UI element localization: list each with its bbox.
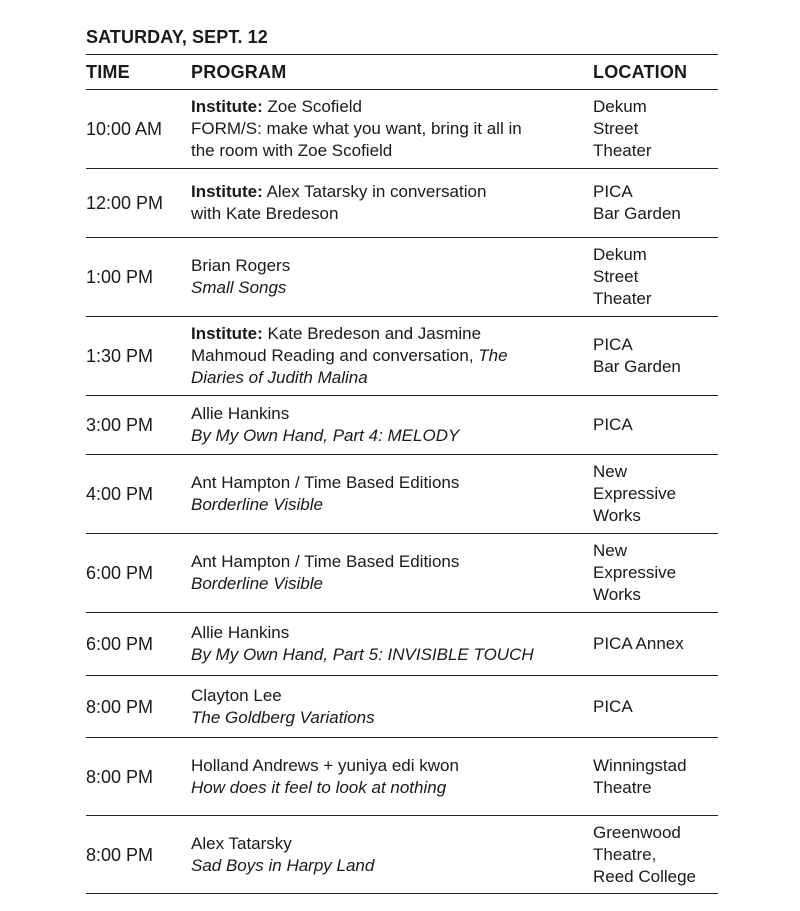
location-line: New — [593, 462, 628, 481]
location-line: Street — [593, 267, 639, 286]
row-location — [593, 540, 718, 606]
row-program — [191, 255, 593, 299]
location-line: Works — [593, 506, 641, 525]
program-text: Allie Hankins — [191, 404, 290, 423]
table-row — [86, 676, 718, 738]
location-line: Expressive — [593, 563, 677, 582]
work-title: Borderline Visible — [191, 495, 323, 514]
program-line — [191, 140, 593, 162]
program-text: Ant Hampton / Time Based Editions — [191, 552, 460, 571]
location-line: Works — [593, 585, 641, 604]
program-text: with Kate Bredeson — [191, 204, 339, 223]
program-line — [191, 403, 593, 425]
program-text: Brian Rogers — [191, 256, 291, 275]
program-text: Mahmoud Reading and conversation, — [191, 346, 479, 365]
row-time: 6:00 PM — [86, 563, 154, 583]
table-row — [86, 90, 718, 169]
program-line — [191, 755, 593, 777]
program-line — [191, 96, 593, 118]
row-time: 4:00 PM — [86, 484, 154, 504]
location-line: Bar Garden — [593, 204, 681, 223]
row-location — [593, 181, 718, 225]
program-line — [191, 707, 593, 729]
row-location — [593, 334, 718, 378]
location-line: Theater — [593, 141, 652, 160]
schedule — [86, 24, 718, 894]
location-line: Bar Garden — [593, 357, 681, 376]
row-location — [593, 633, 718, 655]
program-line — [191, 472, 593, 494]
table-row — [86, 169, 718, 238]
header-time: TIME — [86, 61, 130, 82]
table-row — [86, 396, 718, 455]
header-location: LOCATION — [593, 61, 688, 82]
program-text: Alex Tatarsky in conversation — [262, 182, 487, 201]
work-title: The — [478, 346, 508, 365]
row-program — [191, 833, 593, 877]
program-text: the room with Zoe Scofield — [191, 141, 393, 160]
program-line — [191, 644, 593, 666]
location-line: Theatre — [593, 777, 652, 797]
row-location — [593, 822, 718, 888]
work-title: By My Own Hand, Part 4: MELODY — [191, 426, 460, 445]
institute-label: Institute: — [191, 97, 263, 116]
institute-label: Institute: — [191, 182, 263, 201]
program-line — [191, 203, 593, 225]
location-line: Winningstad — [593, 755, 687, 775]
day-title: SATURDAY, SEPT. 12 — [86, 27, 268, 47]
location-line: New — [593, 541, 628, 560]
header-program: PROGRAM — [191, 61, 287, 82]
table-row — [86, 816, 718, 894]
location-line: Dekum — [593, 97, 647, 116]
table-row — [86, 455, 718, 534]
location-line: Reed College — [593, 866, 697, 886]
location-line: PICA — [593, 335, 633, 354]
work-title: By My Own Hand, Part 5: INVISIBLE TOUCH — [191, 645, 534, 664]
program-line — [191, 494, 593, 516]
location-line: Expressive — [593, 484, 677, 503]
row-location — [593, 696, 718, 718]
row-location — [593, 244, 718, 310]
row-program — [191, 755, 593, 799]
location-line: PICA Annex — [593, 634, 684, 653]
program-text: Clayton Lee — [191, 685, 282, 705]
work-title: Borderline Visible — [191, 574, 323, 593]
program-text: FORM/S: make what you want, bring it all in — [191, 119, 522, 138]
location-line: PICA — [593, 696, 633, 716]
program-text: Holland Andrews + yuniya edi kwon — [191, 755, 459, 775]
program-text: Allie Hankins — [191, 623, 290, 642]
row-time: 3:00 PM — [86, 415, 154, 435]
program-line — [191, 573, 593, 595]
table-row — [86, 613, 718, 676]
row-time: 12:00 PM — [86, 193, 164, 213]
row-program — [191, 96, 593, 162]
row-time: 10:00 AM — [86, 119, 163, 139]
work-title: How does it feel to look at nothing — [191, 777, 447, 797]
program-line — [191, 367, 593, 389]
location-line: Greenwood — [593, 822, 681, 842]
row-program — [191, 622, 593, 666]
row-time: 8:00 PM — [86, 844, 154, 865]
row-location — [593, 96, 718, 162]
row-program — [191, 323, 593, 389]
work-title: Small Songs — [191, 278, 287, 297]
program-line — [191, 551, 593, 573]
row-program — [191, 472, 593, 516]
institute-label: Institute: — [191, 324, 263, 343]
program-line — [191, 277, 593, 299]
program-line — [191, 255, 593, 277]
work-title: Sad Boys in Harpy Land — [191, 855, 375, 875]
program-line — [191, 833, 593, 855]
row-program — [191, 403, 593, 447]
program-text: Kate Bredeson and Jasmine — [262, 324, 482, 343]
table-row — [86, 738, 718, 816]
program-text: Ant Hampton / Time Based Editions — [191, 473, 460, 492]
program-text: Alex Tatarsky — [191, 833, 292, 853]
table-row — [86, 534, 718, 613]
work-title: Diaries of Judith Malina — [191, 368, 368, 387]
row-time: 6:00 PM — [86, 634, 154, 654]
table-header — [86, 54, 718, 90]
location-line: Theater — [593, 289, 652, 308]
location-line: Theatre, — [593, 844, 657, 864]
row-time: 8:00 PM — [86, 696, 154, 717]
row-location — [593, 461, 718, 527]
table-row — [86, 317, 718, 396]
program-line — [191, 323, 593, 345]
row-program — [191, 551, 593, 595]
row-time: 8:00 PM — [86, 766, 154, 787]
table-row — [86, 238, 718, 317]
program-line — [191, 777, 593, 799]
program-text: Zoe Scofield — [262, 97, 363, 116]
program-line — [191, 345, 593, 367]
location-line: Dekum — [593, 245, 647, 264]
row-location — [593, 755, 718, 799]
location-line: PICA — [593, 182, 633, 201]
table-body — [86, 90, 718, 894]
row-location — [593, 414, 718, 436]
program-line — [191, 622, 593, 644]
location-line: PICA — [593, 415, 633, 434]
row-program — [191, 685, 593, 729]
program-line — [191, 118, 593, 140]
work-title: The Goldberg Variations — [191, 707, 375, 727]
program-line — [191, 855, 593, 877]
row-time: 1:30 PM — [86, 346, 154, 366]
program-line — [191, 685, 593, 707]
location-line: Street — [593, 119, 639, 138]
program-line — [191, 425, 593, 447]
row-time: 1:00 PM — [86, 267, 154, 287]
row-program — [191, 181, 593, 225]
program-line — [191, 181, 593, 203]
